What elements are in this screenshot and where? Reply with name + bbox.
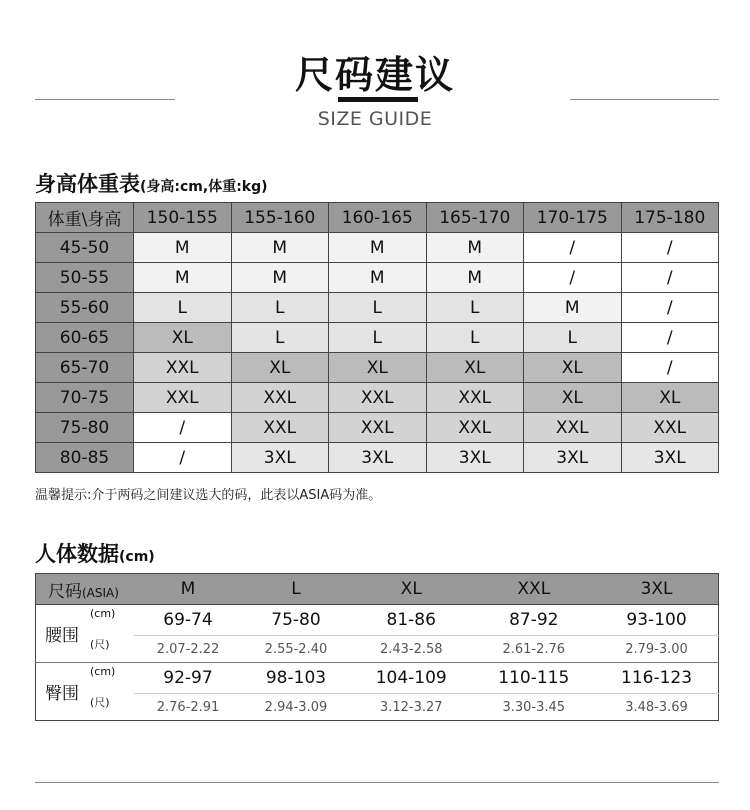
size-header-cell: L (242, 574, 350, 605)
height-weight-table (35, 202, 719, 473)
height-header-cell: 175-180 (621, 203, 719, 233)
size-cell: XXL (231, 383, 329, 413)
size-cell: M (426, 233, 524, 263)
chi-value-cell: 2.94-3.09 (264, 699, 328, 715)
weight-header-cell: 60-65 (36, 323, 134, 353)
height-weight-title-unit: (身高:cm,体重:kg) (140, 179, 268, 195)
page-subtitle: SIZE GUIDE (317, 108, 433, 130)
size-cell: / (134, 413, 232, 443)
size-cell: XL (231, 353, 329, 383)
size-cell: L (426, 323, 524, 353)
size-header-cell: XXL (473, 574, 596, 605)
height-weight-title-text: 身高体重表 (35, 172, 140, 196)
size-header-cell: M (134, 574, 242, 605)
size-cell: L (329, 293, 427, 323)
chi-value-cell: 3.30-3.45 (502, 699, 566, 715)
body-data-table (35, 573, 719, 721)
chi-value-cell: 3.12-3.27 (379, 699, 443, 715)
size-cell: M (134, 263, 232, 293)
size-cell: XL (524, 383, 622, 413)
size-header-cell: XL (350, 574, 473, 605)
title-underline-bar (338, 97, 418, 102)
title-right-rule (570, 99, 719, 100)
size-cell: XL (621, 383, 719, 413)
size-cell: XXL (134, 383, 232, 413)
size-cell: / (621, 263, 719, 293)
size-cell: XL (426, 353, 524, 383)
unit-cm-label: (cm) (90, 607, 116, 620)
table-row (36, 293, 719, 323)
size-cell: / (134, 443, 232, 473)
measurement-label: 腰围 (45, 626, 79, 646)
size-cell: / (621, 353, 719, 383)
cm-value-cell: 87-92 (473, 605, 596, 636)
body-data-title-text: 人体数据 (35, 542, 119, 566)
chi-value-cell: 2.07-2.22 (156, 641, 220, 657)
size-cell: XL (134, 323, 232, 353)
title-left-rule (35, 99, 175, 100)
chi-value-cell: 2.76-2.91 (156, 699, 220, 715)
table-row (36, 263, 719, 293)
size-cell: 3XL (231, 443, 329, 473)
height-header-cell: 165-170 (426, 203, 524, 233)
body-data-title-unit: (cm) (119, 549, 155, 565)
size-cell: M (329, 233, 427, 263)
size-cell: L (524, 323, 622, 353)
size-cell: L (134, 293, 232, 323)
size-cell: M (524, 293, 622, 323)
unit-cm-label: (cm) (88, 663, 134, 694)
height-header-cell: 160-165 (329, 203, 427, 233)
size-corner-cell (36, 574, 135, 605)
cm-value-cell: 75-80 (242, 605, 350, 636)
size-cell: XL (329, 353, 427, 383)
weight-header-cell: 45-50 (36, 233, 134, 263)
cm-value-cell: 104-109 (350, 663, 473, 694)
cm-value-cell: 81-86 (350, 605, 473, 636)
table-row (36, 353, 719, 383)
body-data-table-title (35, 538, 155, 568)
table-row (36, 383, 719, 413)
size-cell: XXL (231, 413, 329, 443)
size-cell: XXL (329, 413, 427, 443)
measurement-row-cm (36, 663, 719, 694)
unit-chi-label: (尺) (90, 695, 110, 709)
size-tip-note: 温馨提示:介于两码之间建议选大的码，此表以ASIA码为准。 (35, 488, 382, 503)
table-row (36, 443, 719, 473)
height-header-cell: 155-160 (231, 203, 329, 233)
bottom-rule (35, 782, 719, 783)
cm-value-cell: 98-103 (242, 663, 350, 694)
size-cell: L (426, 293, 524, 323)
chi-value-cell: 2.79-3.00 (625, 641, 688, 657)
weight-header-cell: 75-80 (36, 413, 134, 443)
measurement-label: 臀围 (36, 663, 89, 721)
size-corner-sub: (ASIA) (82, 585, 119, 600)
size-cell: M (231, 263, 329, 293)
weight-header-cell: 70-75 (36, 383, 134, 413)
size-cell: M (329, 263, 427, 293)
table-row (36, 413, 719, 443)
size-cell: 3XL (524, 443, 622, 473)
cm-value-cell: 116-123 (595, 663, 718, 694)
body-data-header-row (36, 574, 719, 605)
cm-value-cell: 93-100 (595, 605, 718, 636)
size-cell: M (426, 263, 524, 293)
size-cell: 3XL (426, 443, 524, 473)
size-cell: L (329, 323, 427, 353)
table-row (36, 233, 719, 263)
weight-header-cell: 55-60 (36, 293, 134, 323)
size-cell: XXL (134, 353, 232, 383)
size-cell: M (134, 233, 232, 263)
size-cell: XXL (524, 413, 622, 443)
height-header-cell: 170-175 (524, 203, 622, 233)
measurement-row-chi (36, 694, 719, 721)
unit-chi-label: (尺) (90, 637, 110, 651)
weight-header-cell: 65-70 (36, 353, 134, 383)
measurement-row-cm (36, 605, 719, 636)
corner-header-cell: 体重\身高 (36, 203, 134, 233)
height-weight-table-title (35, 168, 268, 198)
size-corner-label: 尺码 (48, 581, 82, 602)
cm-value-cell: 92-97 (134, 663, 242, 694)
size-cell: / (524, 263, 622, 293)
size-cell: 3XL (621, 443, 719, 473)
size-cell: / (621, 323, 719, 353)
size-cell: L (231, 293, 329, 323)
weight-header-cell: 50-55 (36, 263, 134, 293)
chi-value-cell: 2.61-2.76 (502, 641, 566, 657)
table-row (36, 323, 719, 353)
measurement-row-chi (36, 636, 719, 663)
size-cell: L (231, 323, 329, 353)
size-cell: / (621, 233, 719, 263)
chi-value-cell: 2.43-2.58 (379, 641, 443, 657)
cm-value-cell: 110-115 (473, 663, 596, 694)
size-cell: XXL (621, 413, 719, 443)
chi-value-cell: 2.55-2.40 (264, 641, 328, 657)
page-title: 尺码建议 (294, 53, 455, 97)
size-cell: 3XL (329, 443, 427, 473)
size-cell: / (524, 233, 622, 263)
size-cell: XL (524, 353, 622, 383)
height-header-cell: 150-155 (134, 203, 232, 233)
size-cell: XXL (426, 413, 524, 443)
size-header-cell: 3XL (595, 574, 718, 605)
size-cell: XXL (426, 383, 524, 413)
size-cell: XXL (329, 383, 427, 413)
size-cell: / (621, 293, 719, 323)
weight-header-cell: 80-85 (36, 443, 134, 473)
cm-value-cell: 69-74 (134, 605, 242, 636)
chi-value-cell: 3.48-3.69 (625, 699, 688, 715)
height-weight-header-row (36, 203, 719, 233)
size-cell: M (231, 233, 329, 263)
